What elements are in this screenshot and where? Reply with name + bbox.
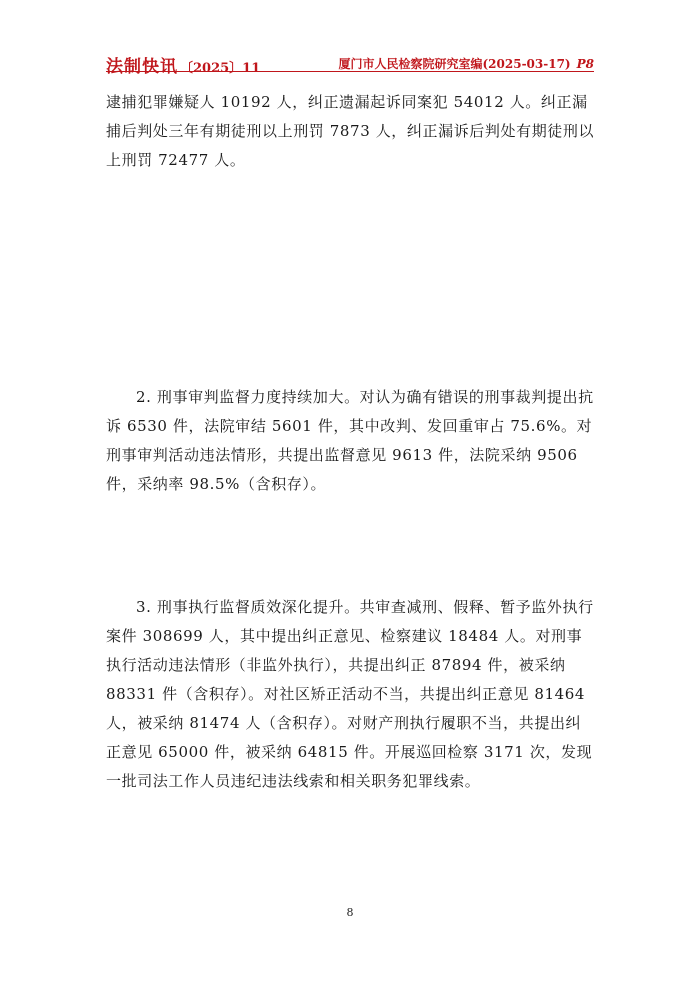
publisher-info <box>339 55 595 72</box>
page-tag: P8 <box>576 57 594 71</box>
page-header <box>106 48 594 77</box>
header-divider <box>106 71 594 72</box>
page-number: 8 <box>346 906 354 919</box>
publication-title: 法制快讯 <box>106 57 178 77</box>
issue-number: 〔2025〕11 <box>180 61 261 76</box>
body-paragraph-3: 3. 刑事执行监督质效深化提升。共审查减刑、假释、暂予监外执行案件 308699 人，其中提出纠正意见、检察建议 18484 人。对刑事执行活动违法情形（非监外执行），共提出纠正 87894 件，被采纳 88331 件（含积存）。对社区矫正活动不当，共提出纠正意见 81464 人，被采纳 81474 人（含积存）。对财产刑执行履职不当，共提出纠正意见 65000 件，被采纳 64815 件。开展巡回检察 3171 次，发现一批司法工作人员违纪违法线索和相关职务犯罪线索。 <box>106 598 594 790</box>
body-paragraph-1: 逮捕犯罪嫌疑人 10192 人，纠正遗漏起诉同案犯 54012 人。纠正漏捕后判处三年有期徒刑以上刑罚 7873 人，纠正漏诉后判处有期徒刑以上刑罚 72477 人。 <box>106 93 595 169</box>
body-paragraph-2: 2. 刑事审判监督力度持续加大。对认为确有错误的刑事裁判提出抗诉 6530 件，法院审结 5601 件，其中改判、发回重审占 75.6%。对刑事审判活动违法情形，共提出监督意见 9613 件，法院采纳 9506 件，采纳率 98.5%（含积存）。 <box>106 388 594 493</box>
publication-masthead <box>106 52 260 77</box>
publisher-line: 厦门市人民检察院研究室编(2025-03-17) <box>338 57 571 71</box>
